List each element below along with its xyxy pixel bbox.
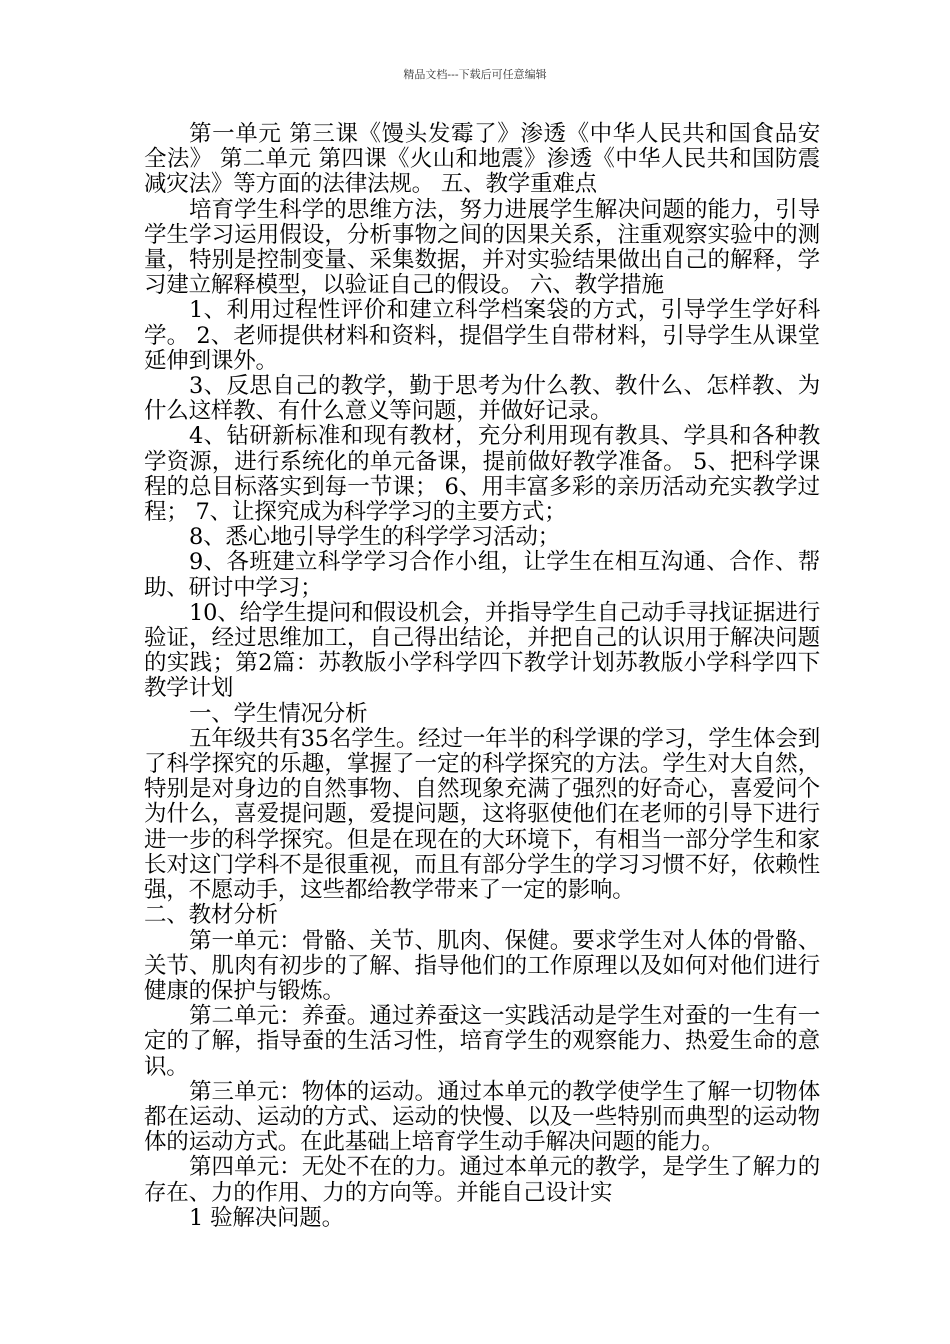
paragraph: 1 验解决问题。 [189, 1204, 344, 1231]
paragraph: 8、悉心地引导学生的科学学习活动； [189, 524, 560, 551]
paragraph: 第三单元：物体的运动。通过本单元的教学使学生了解一切物体都在运动、运动的方式、运动的快慢、以及一些特别而典型的运动物体的运动方式。在此基础上培育学生动手解决问题的能力。 [144, 1078, 820, 1156]
paragraph: 3、反思自己的教学，勤于思考为什么教、教什么、怎样教、为什么这样教、有什么意义等问题，并做好记录。 [144, 373, 820, 425]
paragraph: 第二单元：养蚕。通过养蚕这一实践活动是学生对蚕的一生有一定的了解，指导蚕的生活习性，培育学生的观察能力、热爱生命的意识。 [144, 1003, 820, 1080]
section-heading: 二、教材分析 [144, 902, 278, 929]
paragraph: 五年级共有35名学生。经过一年半的科学课的学习，学生体会到了科学探究的乐趣，掌握了一定的科学探究的方法。学生对大自然，特别是对身边的自然事物、自然现象充满了强烈的好奇心，喜爱问个为什么，喜爱提问题，爱提问题，这将驱使他们在老师的引导下进行进一步的科学探究。但是在现在的大环境下，有相当一部分学生和家长对这门学科不是很重视，而且有部分学生的学习习惯不好，依赖性强，不愿动手，这些都给教学带来了一定的影响。 [144, 725, 820, 904]
paragraph: 培育学生科学的思维方法，努力进展学生解决问题的能力，引导学生学习运用假设，分析事物之间的因果关系，注重观察实验中的测量，特别是控制变量、采集数据，并对实验结果做出自己的解释，学习建立解释模型，以验证自己的假设。 六、教学措施 [144, 196, 820, 299]
paragraph: 10、给学生提问和假设机会，并指导学生自己动手寻找证据进行验证，经过思维加工，自己得出结论，并把自己的认识用于解决问题的实践；第2篇：苏教版小学科学四下教学计划苏教版小学科学四下教学计划 [144, 599, 820, 702]
paragraph: 第一单元 第三课《馒头发霉了》渗透《中华人民共和国食品安全法》 第二单元 第四课《火山和地震》渗透《中华人民共和国防震减灾法》等方面的法律法规。 五、教学重难点 [144, 121, 820, 198]
paragraph: 1、利用过程性评价和建立科学档案袋的方式，引导学生学好科学。 2、老师提供材料和资料，提倡学生自带材料，引导学生从课堂延伸到课外。 [144, 297, 820, 374]
document-body [144, 122, 820, 1231]
paragraph: 第一单元：骨骼、关节、肌肉、保健。要求学生对人体的骨骼、关节、肌肉有初步的了解、指导他们的工作原理以及如何对他们进行健康的保护与锻炼。 [144, 927, 820, 1004]
paragraph: 4、钻研新标准和现有教材，充分利用现有教具、学具和各种教学资源，进行系统化的单元备课，提前做好教学准备。 5、把科学课程的总目标落实到每一节课； 6、用丰富多彩的亲历活动充实教学过程； 7、让探究成为科学学习的主要方式； [144, 423, 820, 526]
paragraph: 第四单元：无处不在的力。通过本单元的教学，是学生了解力的存在、力的作用、力的方向等。并能自己设计实 [144, 1154, 820, 1206]
section-heading: 一、学生情况分析 [189, 700, 368, 727]
page-header: 精品文档---下载后可任意编辑 [403, 68, 547, 81]
paragraph: 9、各班建立科学学习合作小组，让学生在相互沟通、合作、帮助、研讨中学习； [144, 549, 820, 601]
